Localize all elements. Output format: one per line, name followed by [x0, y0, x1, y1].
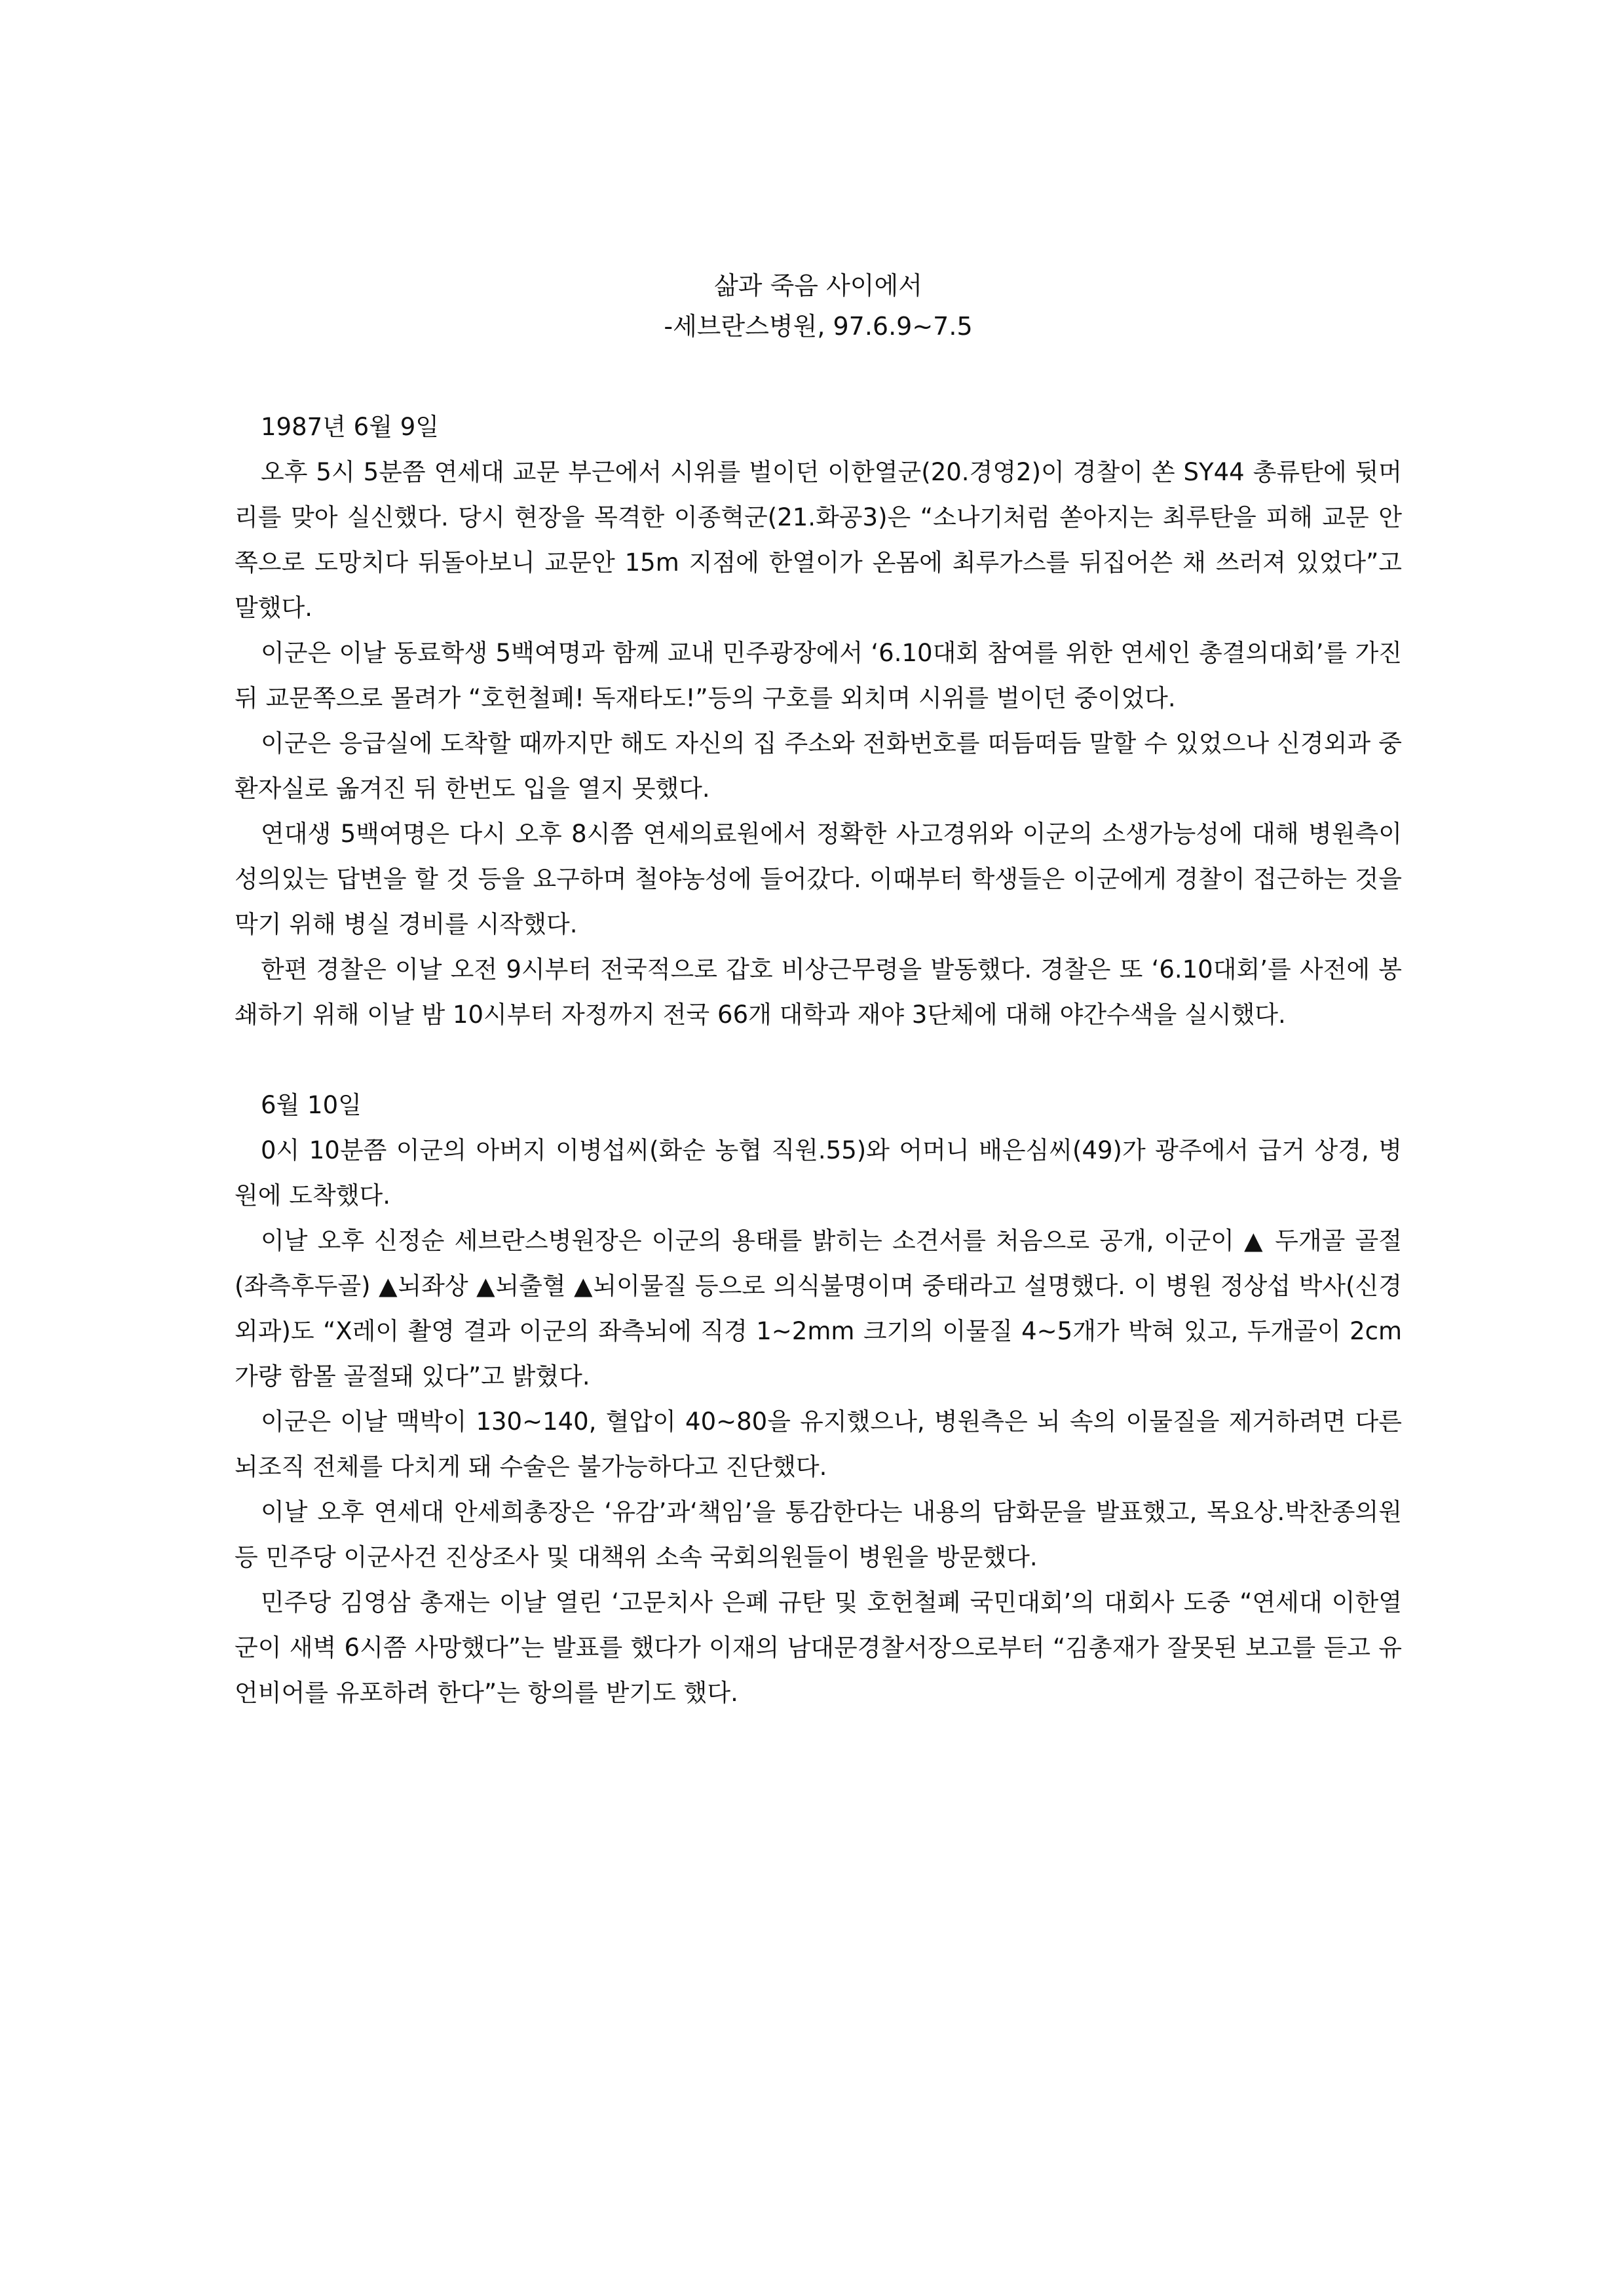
document-subtitle: -세브란스병원, 97.6.9~7.5 — [664, 312, 973, 341]
section-june-9 — [235, 404, 1402, 1037]
title-spacer — [235, 347, 1402, 404]
document-title: 삶과 죽음 사이에서 — [714, 271, 922, 300]
paragraph: 민주당 김영삼 총재는 이날 열린 ‘고문치사 은폐 규탄 및 호헌철폐 국민대회’의 대회사 도중 “연세대 이한열군이 새벽 6시쯤 사망했다”는 발표를 했다가 이재의 남대문경찰서장으로부터 “김총재가 잘못된 보고를 듣고 유언비어를 유포하려 한다”는 항의를 받기도 했다. — [235, 1588, 1402, 1707]
section-gap — [235, 1037, 1402, 1082]
document-page — [235, 265, 1402, 1715]
paragraph: 이날 오후 신정순 세브란스병원장은 이군의 용태를 밝히는 소견서를 처음으로 공개, 이군이 ▲ 두개골 골절(좌측후두골) ▲뇌좌상 ▲뇌출혈 ▲뇌이물질 등으로 의식불명이며 중태라고 설명했다. 이 병원 정상섭 박사(신경외과)도 “X레이 촬영 결과 이군의 좌측뇌에 직경 1~2mm 크기의 이물질 4~5개가 박혀 있고, 두개골이 2cm 가량 함몰 골절돼 있다”고 밝혔다. — [235, 1227, 1402, 1390]
section-june-10 — [235, 1082, 1402, 1715]
paragraph: 0시 10분쯤 이군의 아버지 이병섭씨(화순 농협 직원.55)와 어머니 배은심씨(49)가 광주에서 급거 상경, 병원에 도착했다. — [235, 1136, 1402, 1210]
paragraph: 이날 오후 연세대 안세희총장은 ‘유감’과‘책임’을 통감한다는 내용의 담화문을 발표했고, 목요상.박찬종의원 등 민주당 이군사건 진상조사 및 대책위 소속 국회의원들이 병원을 방문했다. — [235, 1498, 1402, 1571]
paragraph: 이군은 이날 맥박이 130~140, 혈압이 40~80을 유지했으나, 병원측은 뇌 속의 이물질을 제거하려면 다른 뇌조직 전체를 다치게 돼 수술은 불가능하다고 진단했다. — [235, 1407, 1402, 1481]
section-date: 6월 10일 — [261, 1091, 362, 1119]
paragraph: 이군은 응급실에 도착할 때까지만 해도 자신의 집 주소와 전화번호를 떠듬떠듬 말할 수 있었으나 신경외과 중환자실로 옮겨진 뒤 한번도 입을 열지 못했다. — [235, 729, 1402, 803]
paragraph: 오후 5시 5분쯤 연세대 교문 부근에서 시위를 벌이던 이한열군(20.경영2)이 경찰이 쏜 SY44 총류탄에 뒷머리를 맞아 실신했다. 당시 현장을 목격한 이종혁군(21.화공3)은 “소나기처럼 쏟아지는 최루탄을 피해 교문 안쪽으로 도망치다 뒤돌아보니 교문안 15m 지점에 한열이가 온몸에 최루가스를 뒤집어쓴 채 쓰러져 있었다”고 말했다. — [235, 458, 1402, 622]
paragraph: 연대생 5백여명은 다시 오후 8시쯤 연세의료원에서 정확한 사고경위와 이군의 소생가능성에 대해 병원측이 성의있는 답변을 할 것 등을 요구하며 철야농성에 들어갔다. 이때부터 학생들은 이군에게 경찰이 접근하는 것을 막기 위해 병실 경비를 시작했다. — [235, 820, 1402, 938]
section-date: 1987년 6월 9일 — [261, 413, 439, 441]
paragraph: 이군은 이날 동료학생 5백여명과 함께 교내 민주광장에서 ‘6.10대회 참여를 위한 연세인 총결의대회’를 가진 뒤 교문쪽으로 몰려가 “호헌철폐! 독재타도!”등의 구호를 외치며 시위를 벌이던 중이었다. — [235, 639, 1402, 712]
paragraph: 한편 경찰은 이날 오전 9시부터 전국적으로 갑호 비상근무령을 발동했다. 경찰은 또 ‘6.10대회’를 사전에 봉쇄하기 위해 이날 밤 10시부터 자정까지 전국 66개 대학과 재야 3단체에 대해 야간수색을 실시했다. — [235, 955, 1402, 1029]
